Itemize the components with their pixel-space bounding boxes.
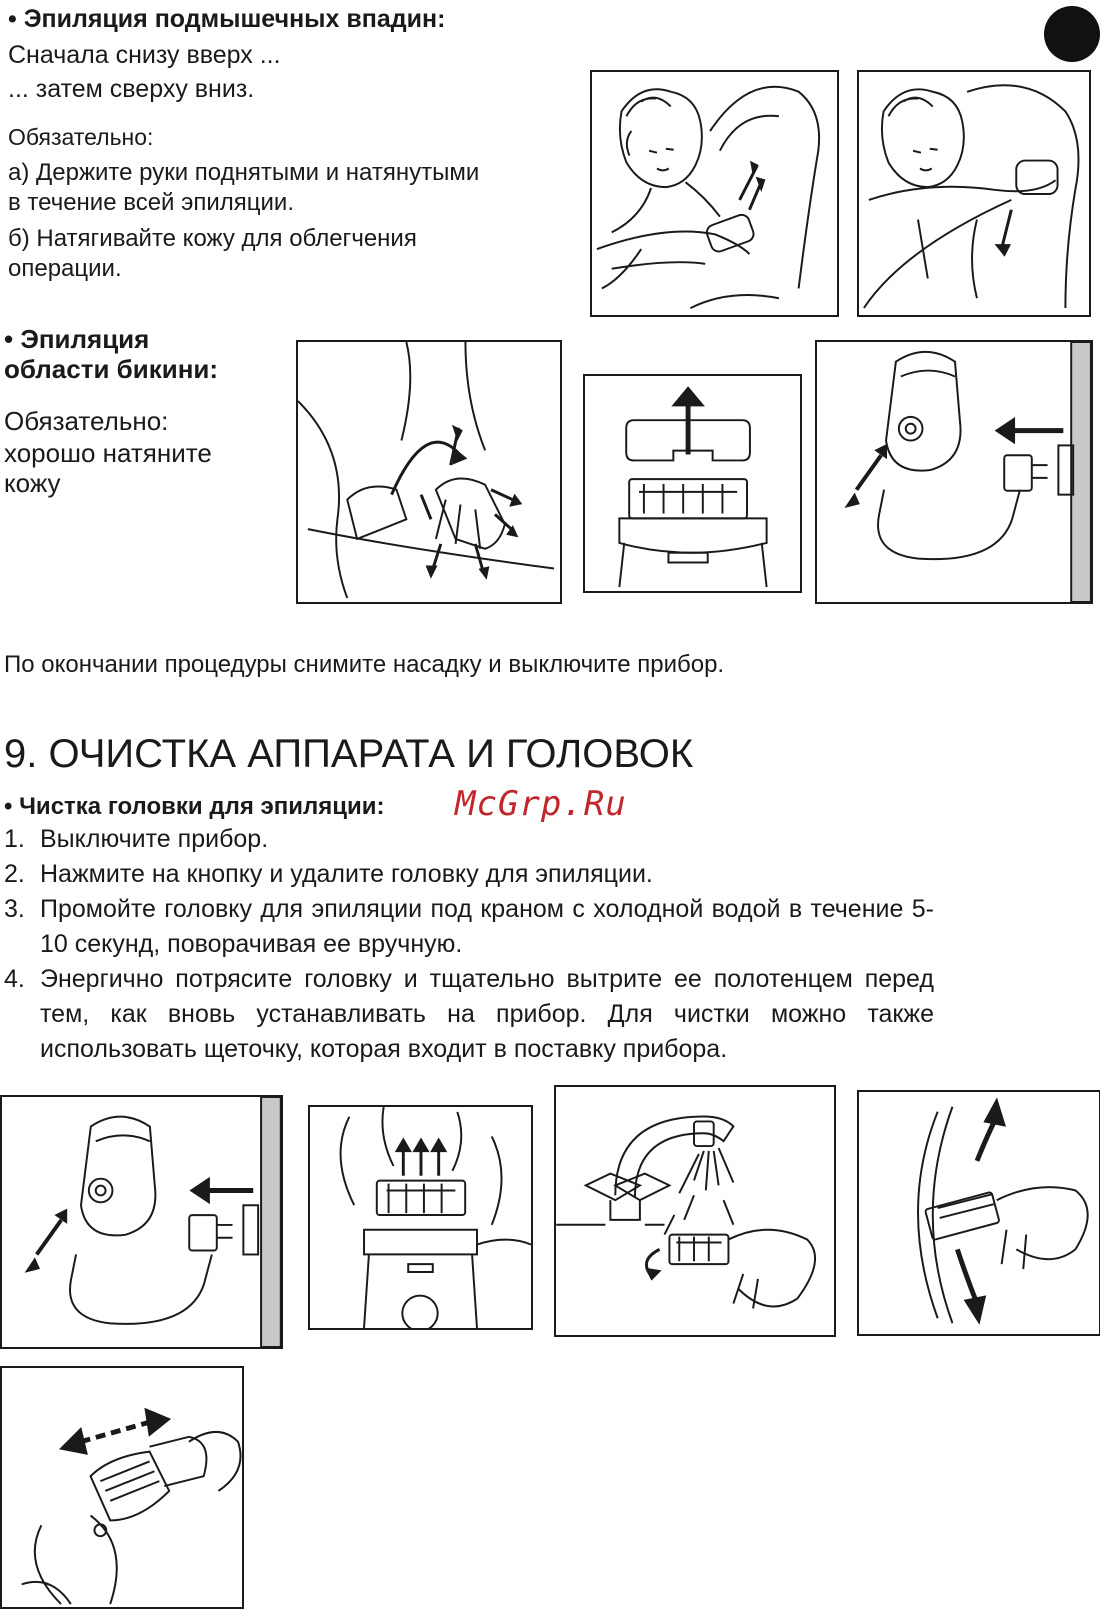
illustration-rinse-under-tap [554,1085,836,1337]
illustration-brush-cleaning [0,1366,244,1609]
section-marker-dot [1044,6,1100,62]
list-item [4,822,934,857]
bikini-title-line-2: области бикини: [4,354,219,384]
armpit-line-2: ... затем сверху вниз. [8,75,255,103]
watermark-logo: McGrp.Ru [455,784,627,824]
armpit-must: Обязательно: [8,124,154,150]
illustration-device-charging [815,340,1093,604]
cleaning-steps-list [4,822,934,1067]
armpit-a-line-1: а) Держите руки поднятыми и натянутыми [8,159,480,186]
illustration-remove-cap [583,374,802,593]
step-number: 2. [4,860,25,888]
bikini-text-line-1: хорошо натяните [4,438,212,468]
cleaning-subtitle: • Чистка головки для эпиляции: [4,793,385,820]
step-number: 1. [4,825,25,853]
illustration-armpit-upward [590,70,839,317]
list-item [4,962,934,1067]
bikini-text-line-2: кожу [4,468,61,498]
after-procedure-text: По окончании процедуры снимите насадку и выключите прибор. [4,651,725,678]
armpit-line-1: Сначала снизу вверх ... [8,41,281,69]
step-number: 4. [4,965,25,993]
armpit-a-line-2: в течение всей эпиляции. [8,189,294,216]
bikini-must: Обязательно: [4,406,169,436]
armpit-b-line-1: б) Натягивайте кожу для облегчения [8,225,417,252]
illustration-bikini-area [296,340,562,604]
list-item [4,892,934,962]
step-text: Нажмите на кнопку и удалите головку для эпиляции. [40,860,653,888]
section-heading: 9. ОЧИСТКА АППАРАТА И ГОЛОВОК [4,732,694,776]
illustration-unplug-device [0,1095,283,1349]
step-text: Выключите прибор. [40,825,269,853]
illustration-remove-head [308,1105,533,1330]
list-item [4,857,934,892]
step-text: Промойте головку для эпиляции под краном с холодной водой в течение 5-10 секунд, поворачивая ее вручную. [40,895,934,958]
illustration-shake-head [857,1090,1100,1336]
armpit-b-line-2: операции. [8,255,122,282]
illustration-armpit-downward [857,70,1091,317]
step-text: Энергично потрясите головку и тщательно вытрите ее полотенцем перед тем, как вновь устанавливать на прибор. Для чистки можно также использовать щеточку, которая входит в поставку прибора. [40,965,934,1063]
armpit-title: • Эпиляция подмышечных впадин: [8,5,446,33]
bikini-title-line-1: • Эпиляция [4,324,150,354]
step-number: 3. [4,895,25,923]
